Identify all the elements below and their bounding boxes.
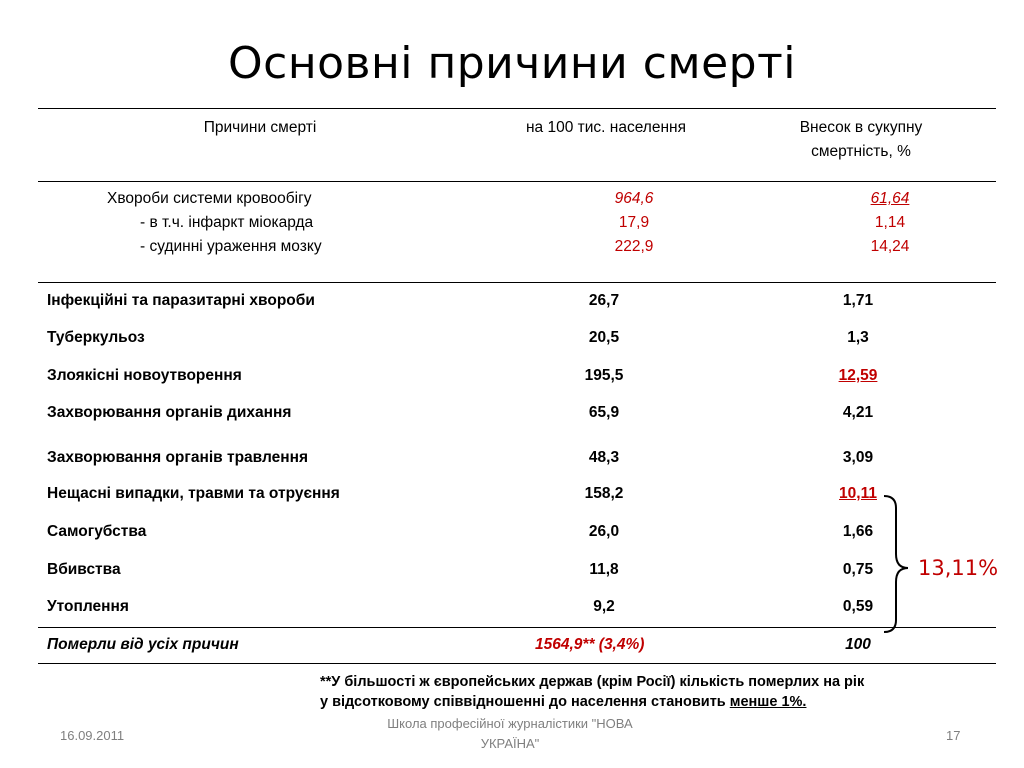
row-cause: Захворювання органів дихання — [47, 404, 292, 421]
row-per100k: 158,2 — [584, 485, 624, 502]
total-top-rule — [38, 627, 996, 628]
header-contribution-line2: смертність, % — [811, 143, 911, 160]
cardio-per100k: 964,6 — [614, 190, 654, 207]
footnote-line1: **У більшості ж європейських держав (крім Росії) кількість померлих на рік — [320, 674, 865, 690]
cardio-cause: Хвороби системи кровообігу — [107, 190, 312, 207]
row-per100k: 195,5 — [584, 367, 624, 384]
footnote-line2 — [320, 692, 864, 712]
row-per100k: 48,3 — [588, 449, 620, 466]
row-cause: Злоякісні новоутворення — [47, 367, 242, 384]
cardio-cause-sub2: - судинні ураження мозку — [140, 238, 322, 255]
row-contribution: 3,09 — [842, 449, 874, 466]
row-contribution: 1,71 — [842, 292, 874, 309]
cardio-contribution: 61,64 — [870, 190, 910, 207]
curly-brace — [880, 494, 920, 634]
row-per100k: 26,7 — [588, 292, 620, 309]
row-contribution: 1,66 — [842, 523, 874, 540]
cardio-per100k-sub2: 222,9 — [614, 238, 654, 255]
row-cause: Самогубства — [47, 523, 147, 540]
row-contribution: 12,59 — [838, 367, 878, 384]
total-per100k: 1564,9** (3,4%) — [535, 636, 645, 653]
row-cause: Захворювання органів травлення — [47, 449, 309, 466]
header-cause: Причини смерті — [203, 119, 317, 136]
table-bottom-rule — [38, 663, 996, 664]
cardio-cause-sub1: - в т.ч. інфаркт міокарда — [140, 214, 314, 231]
footer-center-line1: Школа професійної журналістики "НОВА — [387, 716, 633, 731]
cardio-contribution-sub1: 1,14 — [874, 214, 906, 231]
row-per100k: 26,0 — [588, 523, 620, 540]
footer-center — [340, 714, 680, 754]
cardio-per100k-sub1: 17,9 — [618, 214, 650, 231]
footnote — [320, 672, 864, 712]
row-per100k: 20,5 — [588, 329, 620, 346]
bracket-label: 13,11% — [918, 556, 999, 580]
cardio-contribution-sub2: 14,24 — [870, 238, 910, 255]
page-title: Основні причини смерті — [228, 38, 796, 89]
row-cause: Нещасні випадки, травми та отруєння — [47, 485, 340, 502]
row-per100k: 11,8 — [589, 561, 619, 578]
total-cause: Померли від усіх причин — [47, 636, 239, 653]
row-contribution: 0,59 — [842, 598, 874, 615]
row-cause: Туберкульоз — [47, 329, 145, 346]
header-contribution-line1: Внесок в сукупну — [799, 119, 923, 136]
row-per100k: 65,9 — [588, 404, 620, 421]
footer-date: 16.09.2011 — [60, 728, 125, 743]
footnote-line2-text: у відсотковому співвідношенні до населення становить — [320, 694, 730, 710]
row-cause: Вбивства — [47, 561, 121, 578]
footer-center-line2: УКРАЇНА" — [480, 736, 540, 751]
header-per100k: на 100 тис. населення — [526, 119, 686, 136]
row-per100k: 9,2 — [593, 598, 615, 615]
row-contribution: 4,21 — [842, 404, 874, 421]
row-contribution: 1,3 — [847, 329, 869, 346]
row-cause: Інфекційні та паразитарні хвороби — [47, 292, 315, 309]
footer-page-number: 17 — [946, 728, 961, 743]
total-contribution: 100 — [845, 636, 871, 653]
row-contribution: 0,75 — [842, 561, 874, 578]
row-contribution: 10,11 — [839, 485, 877, 502]
header-rule — [38, 181, 996, 182]
footnote-emphasis: менше 1%. — [729, 694, 807, 710]
row-cause: Утоплення — [47, 598, 129, 615]
table-top-rule — [38, 108, 996, 109]
cardio-rule — [38, 282, 996, 283]
